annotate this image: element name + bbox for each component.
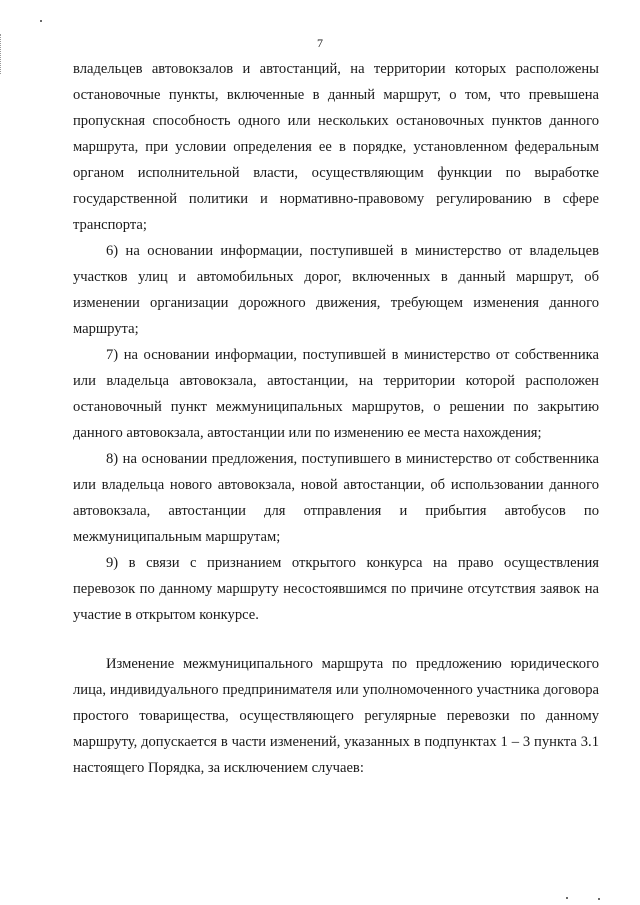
list-item-7: 7) на основании информации, поступившей в министерство от собственника или владельца автовокзала, автостанции, на территории которой расположен остановочный пункт межмуниципальных маршрутов, о решении по закрытию данного автовокзала, автостанции или по изменению ее места нахождения; — [73, 347, 599, 441]
document-body — [73, 56, 599, 628]
paragraph-route-change: Изменение межмуниципального маршрута по предложению юридического лица, индивидуального предпринимателя или уполномоченного участника договора простого товарищества, осуществляющего регулярные перевозки по данному маршруту, допускается в части изменений, указанных в подпунктах 1 – 3 пункта 3.1 настоящего Порядка, за исключением случаев: — [73, 656, 599, 776]
list-item-6: 6) на основании информации, поступившей в министерство от владельцев участков улиц и автомобильных дорог, включенных в данный маршрут, об изменении организации дорожного движения, требующем изменения данного маршрута; — [73, 243, 599, 337]
list-item-9: 9) в связи с признанием открытого конкурса на право осуществления перевозок по данному маршруту несостоявшимся по причине отсутствия заявок на участие в открытом конкурсе. — [73, 555, 599, 623]
document-body-final — [73, 651, 599, 781]
list-item-8: 8) на основании предложения, поступившего в министерство от собственника или владельца нового автовокзала, новой автостанции, об использовании данного автовокзала, автостанции для отправления и прибытия автобусов по межмуниципальным маршрутам; — [73, 451, 599, 545]
scan-speck — [40, 20, 42, 22]
paragraph-continuation: владельцев автовокзалов и автостанций, на территории которых расположены остановочные пункты, включенные в данный маршрут, о том, что превышена пропускная способность одного или нескольких остановочных пунктов данного маршрута, при условии определения ее в порядке, установленном федеральным органом исполнительной власти, осуществляющим функции по выработке государственной политики и нормативно-правовому регулированию в сфере транспорта; — [73, 61, 599, 233]
scan-speck — [598, 898, 600, 900]
scan-speck — [566, 897, 568, 899]
page-number: 7 — [317, 36, 323, 50]
